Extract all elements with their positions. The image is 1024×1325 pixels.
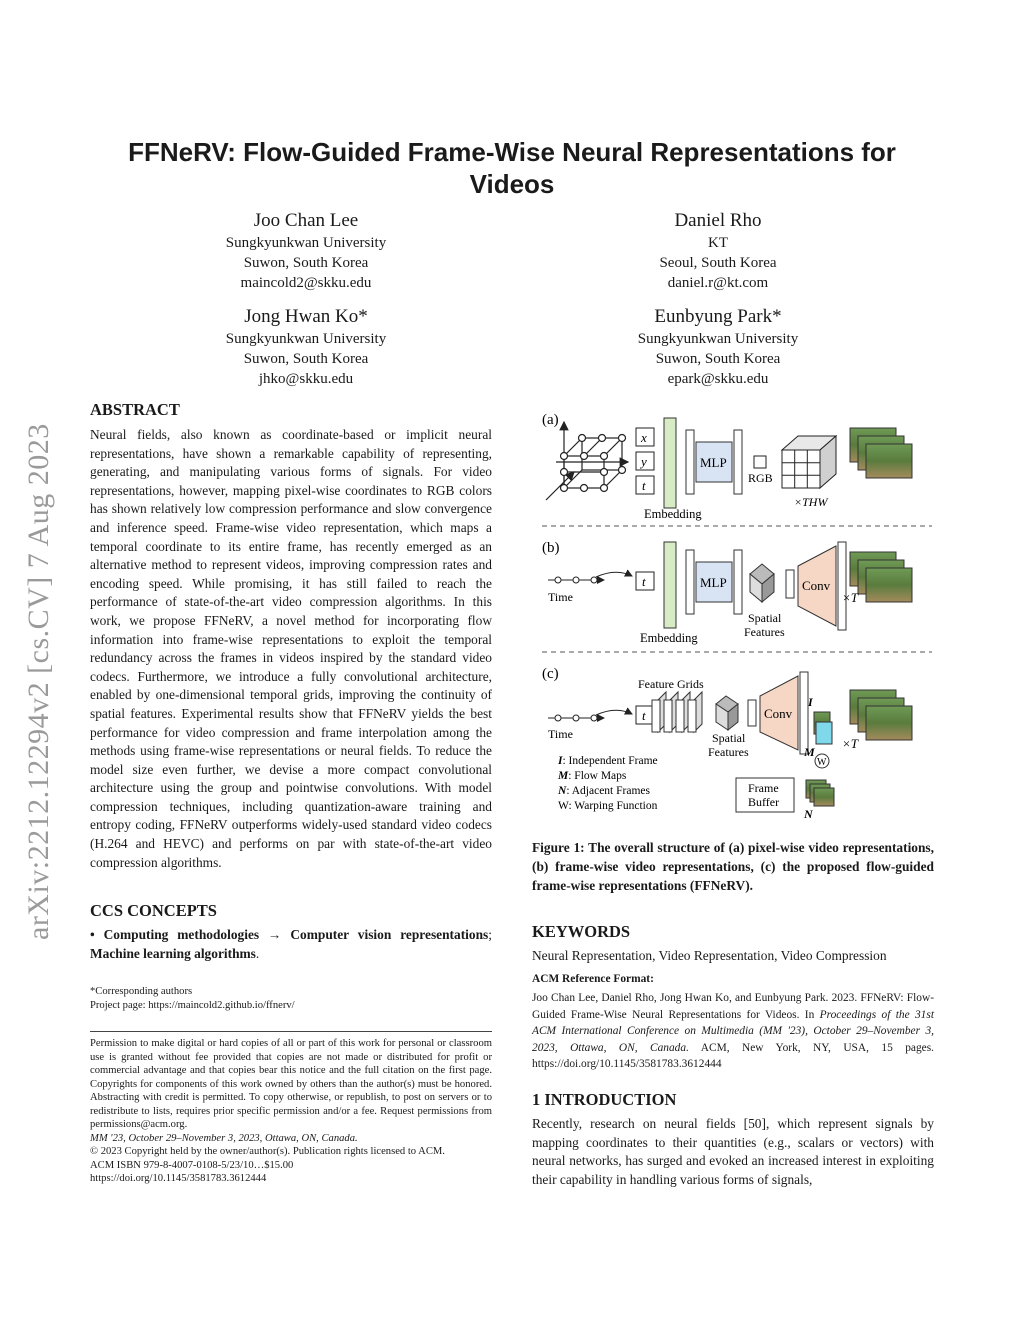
- features-label-b: Features: [744, 625, 785, 639]
- thw-label: ×THW: [794, 495, 828, 509]
- time-label-b: Time: [548, 590, 573, 604]
- features-label-c: Features: [708, 745, 749, 759]
- feature-grids-label: Feature Grids: [638, 677, 704, 691]
- divider: [90, 1031, 492, 1032]
- footnote-project: Project page: https://maincold2.github.io/ffnerv/: [90, 999, 295, 1011]
- embedding-block-a: [664, 418, 676, 508]
- cube-nodes: [561, 435, 626, 492]
- ccs-end: .: [255, 945, 260, 961]
- label-W: W: [817, 757, 827, 768]
- time-arrow: [596, 572, 632, 577]
- figure-legend: [557, 755, 658, 812]
- time-label-c: Time: [548, 727, 573, 741]
- rgb-pixel: [754, 456, 766, 468]
- ccs-term: Machine learning algorithms: [90, 945, 256, 961]
- label-M: M: [804, 745, 815, 759]
- coord-t: t: [642, 478, 646, 493]
- author-name: Eunbyung Park*: [654, 306, 782, 327]
- xT-label-b: ×T: [842, 590, 859, 605]
- permission-text: Permission to make digital or hard copies of all or part of this work for personal or classroom use is granted without fee provided that copies are not made or distributed for profit or commercial advantage and that copies bear this notice and the full citation on the first page. Copyrights for components of this work owned by others than the author(s) must be honored. Abstracting with credit is permitted. To copy otherwise, or republish, to post on servers or to redistribute to lists, requires prior specific permission and/or a fee. Request permissions from permissions@acm.org.: [90, 1038, 492, 1130]
- permission-doi: https://doi.org/10.1145/3581783.3612444: [90, 1173, 267, 1184]
- coord-y: y: [641, 454, 647, 469]
- author-location: Seoul, South Korea: [659, 255, 777, 271]
- flow-map: [816, 722, 832, 744]
- permission-venue: MM '23, October 29–November 3, 2023, Ottawa, ON, Canada.: [90, 1132, 358, 1144]
- footnotes: [90, 985, 492, 1012]
- permission-copyright: © 2023 Copyright held by the owner/author(s). Publication rights licensed to ACM.: [90, 1146, 445, 1157]
- time-arrow: [596, 710, 632, 715]
- ccs-term: Computing methodologies: [103, 927, 260, 942]
- xT-label-c: ×T: [842, 736, 859, 751]
- spatial-label-b: Spatial: [748, 611, 782, 625]
- panel-label-c: (c): [542, 666, 559, 682]
- acm-ref-rest: ACM, New York, NY, USA, 15 pages. https://doi.org/10.1145/3581783.3612444: [532, 1041, 935, 1070]
- author-affiliation: Sungkyunkwan University: [225, 331, 387, 347]
- author-location: Suwon, South Korea: [243, 255, 369, 271]
- author-affiliation: KT: [708, 235, 728, 251]
- conv-label-b: Conv: [802, 578, 831, 593]
- mlp-block-a: [686, 430, 742, 494]
- author-name: Jong Hwan Ko*: [244, 306, 368, 327]
- rgb-label: RGB: [748, 471, 773, 485]
- embedding-block-b: [664, 542, 676, 628]
- author-email: jhko@skku.edu: [258, 371, 354, 387]
- embedding-label-a: Embedding: [644, 507, 702, 521]
- time-axis-b: [548, 577, 604, 583]
- mlp-label-b: MLP: [700, 575, 727, 590]
- spatial-features-c: [716, 696, 738, 730]
- author-email: maincold2@skku.edu: [240, 275, 372, 291]
- author-name: Joo Chan Lee: [253, 210, 359, 231]
- mlp-label-a: MLP: [700, 455, 727, 470]
- svg-text:M: Flow Maps: M: Flow Maps: [558, 770, 627, 782]
- author-block: [598, 305, 838, 389]
- ccs-concepts: [90, 926, 492, 963]
- paper-title: FFNeRV: Flow-Guided Frame-Wise Neural Representations for Videos: [128, 137, 896, 199]
- conv-block-b: [786, 542, 846, 630]
- ccs-arrow: →: [268, 927, 282, 942]
- abstract-text: Neural fields, also known as coordinate-based or implicit neural representations, have shown a remarkable capability of representing, generating, and manipulating various forms of signals. For video representations, however, mapping pixel-wise coordinates to RGB colors has shown relatively low compression performance and slow convergence and inference speed. Frame-wise video representation, which maps a temporal coordinate to its entire frame, has recently emerged as an alternative method to represent videos, improving compression rates and encoding speed. While promising, it has still failed to reach the performance of state-of-the-art video compression algorithms. In this work, we propose FFNeRV, a novel method for incorporating flow information into frame-wise representations to exploit the temporal redundancy across the frames in videos inspired by the standard video codecs. Furthermore, we introduce a fully convolutional architecture, enabled by one-dimensional temporal grids, improving the continuity of spatial features. Experimental results show that FFNeRV yields the best performance for video compression and frame interpolation among the methods using frame-wise representations or neural fields. To reduce the model size even further, we devise a more compact convolutional architecture using the group and pointwise convolutions. With model compression techniques, including quantization-aware training and entropy coding, FFNeRV outperforms widely-used standard video codecs (H.264 and HEVC) and performs on par with state-of-the-art video compression algorithms.: [90, 427, 492, 870]
- spatial-label-c: Spatial: [712, 731, 746, 745]
- ccs-bullet: •: [90, 927, 95, 942]
- intro-heading: 1 INTRODUCTION: [532, 1090, 677, 1109]
- video-frames-c: [850, 690, 912, 740]
- figure-1: [536, 400, 940, 820]
- permission-isbn: ACM ISBN 979-8-4007-0108-5/23/10…$15.00: [90, 1159, 294, 1171]
- conv-label-c: Conv: [764, 706, 793, 721]
- panel-label-b: (b): [542, 540, 560, 556]
- acm-ref-text: [532, 990, 934, 1073]
- frame-buffer-label: Frame: [748, 781, 779, 795]
- keywords-heading: KEYWORDS: [532, 922, 631, 941]
- svg-text:W: Warping Function: W: Warping Function: [558, 800, 658, 812]
- feature-grids: [652, 692, 702, 732]
- intro-text: Recently, research on neural fields [50], which represent signals by mapping coordinates to their quantities (e.g., scalars or vectors) with neural networks, has surged and evoked an increased interest in exploiting their capability in handling various forms of signals,: [532, 1116, 934, 1187]
- video-frames-b: [850, 552, 912, 602]
- coord-x: x: [641, 430, 647, 445]
- acm-ref-heading: ACM Reference Format:: [532, 973, 654, 985]
- acm-ref-authors: Joo Chan Lee, Daniel Rho, Jong Hwan Ko, and Eunbyung Park. 2023. FFNeRV: Flow-Guided Frame-Wise Neural Representations for Videos. In: [532, 992, 934, 1021]
- coord-t: t: [642, 574, 646, 589]
- rgb-cube: [782, 436, 836, 488]
- author-block: [186, 305, 426, 389]
- coord-t: t: [642, 708, 646, 723]
- panel-label-a: (a): [542, 412, 559, 428]
- svg-text:I: Independent Frame: I: Independent Frame: [558, 755, 658, 767]
- ccs-separator: ;: [488, 927, 492, 942]
- author-block: [186, 209, 426, 293]
- time-axis-c: [548, 715, 604, 721]
- author-block: [598, 209, 838, 293]
- label-N: N: [804, 807, 813, 820]
- conv-block-c: [748, 672, 808, 754]
- acm-ref-venue: Proceedings of the 31st ACM International Conference on Multimedia (MM '23), October 29–November 3, 2023, Ottawa, ON, Canada.: [532, 1008, 934, 1054]
- author-location: Suwon, South Korea: [243, 351, 369, 367]
- frame-buffer-label: Buffer: [748, 795, 780, 809]
- author-email: epark@skku.edu: [667, 371, 769, 387]
- author-name: Daniel Rho: [674, 210, 762, 231]
- author-affiliation: Sungkyunkwan University: [637, 331, 799, 347]
- author-email: daniel.r@kt.com: [667, 275, 769, 291]
- keywords-text: Neural Representation, Video Representation, Video Compression: [532, 948, 887, 963]
- author-location: Suwon, South Korea: [655, 351, 781, 367]
- abstract-heading: ABSTRACT: [90, 400, 180, 419]
- svg-text:N: Adjacent Frames: N: Adjacent Frames: [558, 785, 650, 797]
- spatial-features-b: [750, 564, 774, 602]
- embedding-label-b: Embedding: [640, 631, 698, 645]
- label-I: I: [808, 695, 813, 709]
- video-frames-a: [850, 428, 912, 478]
- footnote-corresponding: *Corresponding authors: [90, 986, 193, 997]
- ccs-term: Computer vision representations: [290, 927, 489, 942]
- coordinate-inputs: [636, 428, 654, 494]
- mlp-block-b: [686, 550, 742, 614]
- permission-block: [90, 1037, 492, 1186]
- adjacent-frames: [806, 780, 834, 806]
- arxiv-identifier: [22, 380, 72, 940]
- arxiv-text: arXiv:2212.12294v2 [cs.CV] 7 Aug 2023: [22, 423, 55, 940]
- ccs-heading: CCS CONCEPTS: [90, 901, 217, 920]
- author-affiliation: Sungkyunkwan University: [225, 235, 387, 251]
- figure-caption: Figure 1: The overall structure of (a) pixel-wise video representations, (b) frame-wise video representations, (c) the proposed flow-guided frame-wise representations (FFNeRV).: [532, 840, 934, 893]
